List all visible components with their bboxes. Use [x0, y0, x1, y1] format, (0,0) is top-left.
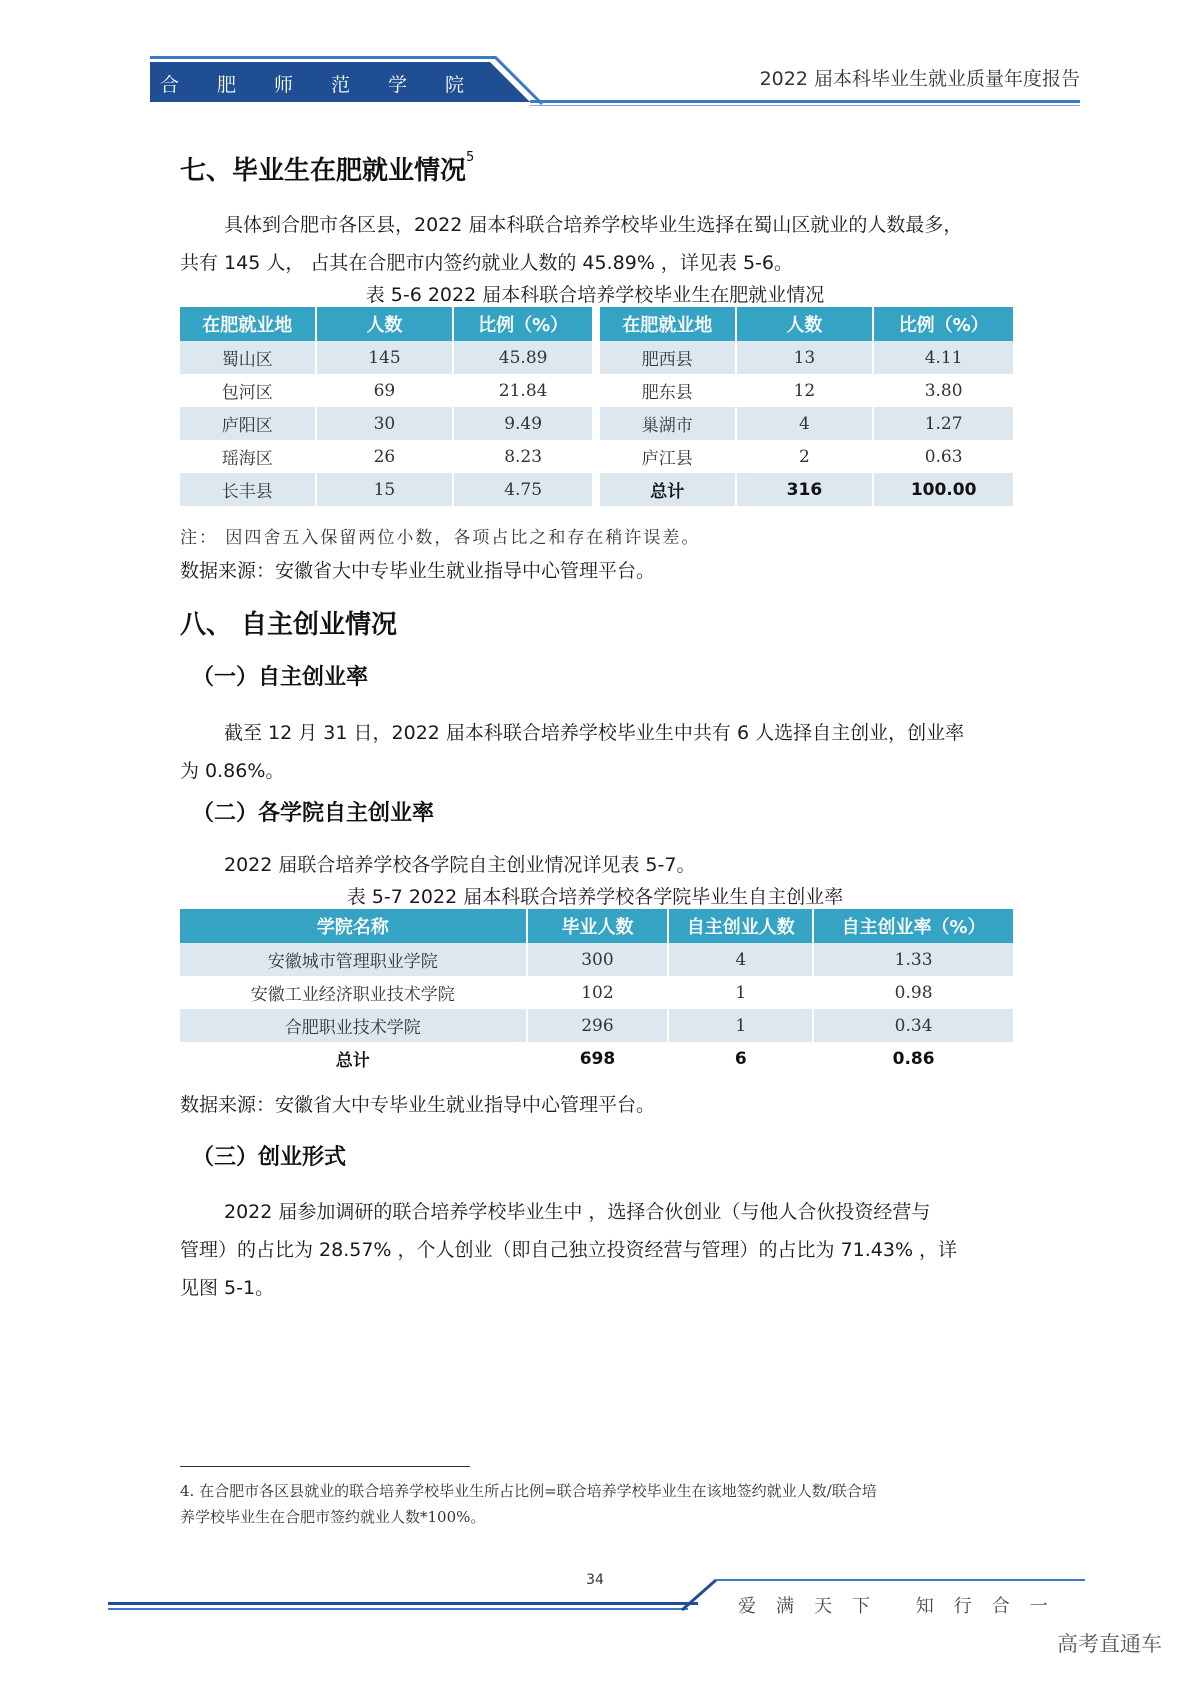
- table-cell: 316: [736, 473, 874, 506]
- table-cell: 8.23: [453, 440, 593, 473]
- table-header: 在肥就业地: [600, 307, 736, 341]
- table-cell: 1.33: [813, 943, 1014, 976]
- table-cell: 1: [668, 976, 813, 1009]
- footnote-ref: 5: [466, 150, 475, 165]
- table-cell: 3.80: [873, 374, 1014, 407]
- subsection1-paragraph: 截至 12 月 31 日，2022 届本科联合培养学校毕业生中共有 6 人选择自主创业，创业率: [224, 722, 965, 744]
- report-title: 2022 届本科毕业生就业质量年度报告: [759, 68, 1080, 90]
- table-cell: 长丰县: [180, 473, 316, 506]
- table-cell: 698: [527, 1042, 669, 1075]
- table-row: [600, 440, 1014, 473]
- table-cell: 100.00: [873, 473, 1014, 506]
- table-cell: 102: [527, 976, 669, 1009]
- table-cell: 13: [736, 341, 874, 374]
- table-header: 毕业人数: [527, 909, 669, 943]
- table-cell: 包河区: [180, 374, 316, 407]
- table-cell: 0.63: [873, 440, 1014, 473]
- table-cell: 4.11: [873, 341, 1014, 374]
- table-5-7-caption: 表 5-7 2022 届本科联合培养学校各学院毕业生自主创业率: [346, 886, 844, 908]
- footer-line-thin: [108, 1608, 688, 1610]
- table-total-row: [600, 473, 1014, 506]
- table-cell: 21.84: [453, 374, 593, 407]
- watermark: 高考直通车: [1057, 1632, 1162, 1656]
- table-5-7: [180, 909, 1015, 1075]
- table-cell: 145: [316, 341, 454, 374]
- table-cell: 0.34: [813, 1009, 1014, 1042]
- table-row: [180, 374, 593, 407]
- table-5-6-caption: 表 5-6 2022 届本科联合培养学校毕业生在肥就业情况: [365, 284, 825, 306]
- table-header: 自主创业率（%）: [813, 909, 1014, 943]
- section7-heading: 七、毕业生在肥就业情况$^5$: [180, 150, 475, 186]
- table-cell: 300: [527, 943, 669, 976]
- table-header: 比例（%）: [873, 307, 1014, 341]
- table-cell: 肥东县: [600, 374, 736, 407]
- footer-slant-decoration: [680, 1578, 730, 1613]
- section7-paragraph: 具体到合肥市各区县，2022 届本科联合培养学校毕业生选择在蜀山区就业的人数最多，: [224, 214, 963, 236]
- table-cell: 庐江县: [600, 440, 736, 473]
- table-cell: 15: [316, 473, 454, 506]
- section8-heading: 八、 自主创业情况: [180, 610, 398, 640]
- table-cell: 4.75: [453, 473, 593, 506]
- header-rule: [530, 100, 1080, 103]
- table-cell: 30: [316, 407, 454, 440]
- footer-line: [108, 1602, 698, 1605]
- table-cell: 合肥职业技术学院: [180, 1009, 527, 1042]
- table-cell: 庐阳区: [180, 407, 316, 440]
- footer-rule: [715, 1579, 1085, 1581]
- table-cell: 1: [668, 1009, 813, 1042]
- table-cell: 26: [316, 440, 454, 473]
- table-row: [180, 407, 593, 440]
- header-accent-line: [150, 56, 495, 59]
- subsection2-heading: （二）各学院自主创业率: [192, 801, 435, 826]
- table-row: [600, 341, 1014, 374]
- table-header: 自主创业人数: [668, 909, 813, 943]
- table-cell: 4: [736, 407, 874, 440]
- table-cell: 0.86: [813, 1042, 1014, 1075]
- table-header: 人数: [316, 307, 454, 341]
- table-cell: 0.98: [813, 976, 1014, 1009]
- table-cell: 6: [668, 1042, 813, 1075]
- table-cell: 总计: [180, 1042, 527, 1075]
- subsection3-paragraph-line2: 管理）的占比为 28.57% ，个人创业（即自己独立投资经营与管理）的占比为 71.43% ，详: [180, 1239, 958, 1261]
- subsection3-paragraph: 2022 届参加调研的联合培养学校毕业生中 ，选择合伙创业（与他人合伙投资经营与: [224, 1201, 931, 1223]
- table-total-row: [180, 1042, 1014, 1075]
- footer-motto: 爱满天下 知行合一: [738, 1596, 1068, 1617]
- table-cell: 蜀山区: [180, 341, 316, 374]
- table-row: [180, 943, 1014, 976]
- table-cell: 2: [736, 440, 874, 473]
- footnote: 4. 在合肥市各区县就业的联合培养学校毕业生所占比例=联合培养学校毕业生在该地签约就业人数/联合培 养学校毕业生在合肥市签约就业人数*100%。: [180, 1482, 877, 1526]
- table-cell: 12: [736, 374, 874, 407]
- table-cell: 肥西县: [600, 341, 736, 374]
- section7-paragraph-line2: 共有 145 人， 占其在合肥市内签约就业人数的 45.89% ，详见表 5-6。: [180, 252, 793, 274]
- table-cell: 巢湖市: [600, 407, 736, 440]
- table-header: 在肥就业地: [180, 307, 316, 341]
- table-header: 人数: [736, 307, 874, 341]
- table-cell: 总计: [600, 473, 736, 506]
- table-cell: 安徽城市管理职业学院: [180, 943, 527, 976]
- table-cell: 安徽工业经济职业技术学院: [180, 976, 527, 1009]
- table-row: [180, 341, 593, 374]
- data-source: 数据来源：安徽省大中专毕业生就业指导中心管理平台。: [180, 1094, 656, 1116]
- table-row: [600, 407, 1014, 440]
- header-rule-thin: [530, 105, 1080, 106]
- table-cell: 9.49: [453, 407, 593, 440]
- table-row: [180, 440, 593, 473]
- table-header: 比例（%）: [453, 307, 593, 341]
- subsection1-paragraph-line2: 为 0.86%。: [180, 760, 285, 782]
- table-note: 注： 因四舍五入保留两位小数，各项占比之和存在稍许误差。: [180, 528, 701, 548]
- table-cell: 4: [668, 943, 813, 976]
- table-5-6-left: [180, 307, 594, 506]
- subsection3-paragraph-line3: 见图 5-1。: [180, 1277, 275, 1299]
- table-header: 学院名称: [180, 909, 527, 943]
- table-cell: 1.27: [873, 407, 1014, 440]
- subsection2-paragraph: 2022 届联合培养学校各学院自主创业情况详见表 5-7。: [224, 854, 696, 876]
- data-source: 数据来源：安徽省大中专毕业生就业指导中心管理平台。: [180, 560, 656, 582]
- school-name: 合肥师范学院: [160, 74, 503, 96]
- table-cell: 69: [316, 374, 454, 407]
- subsection3-heading: （三）创业形式: [192, 1145, 347, 1170]
- table-cell: 296: [527, 1009, 669, 1042]
- table-row: [180, 473, 593, 506]
- table-row: [180, 1009, 1014, 1042]
- page-number: 34: [586, 1572, 604, 1588]
- footnote-rule: [180, 1466, 470, 1467]
- table-row: [600, 374, 1014, 407]
- table-cell: 45.89: [453, 341, 593, 374]
- table-cell: 瑶海区: [180, 440, 316, 473]
- subsection1-heading: （一）自主创业率: [192, 665, 369, 690]
- table-5-6-right: [600, 307, 1015, 506]
- table-row: [180, 976, 1014, 1009]
